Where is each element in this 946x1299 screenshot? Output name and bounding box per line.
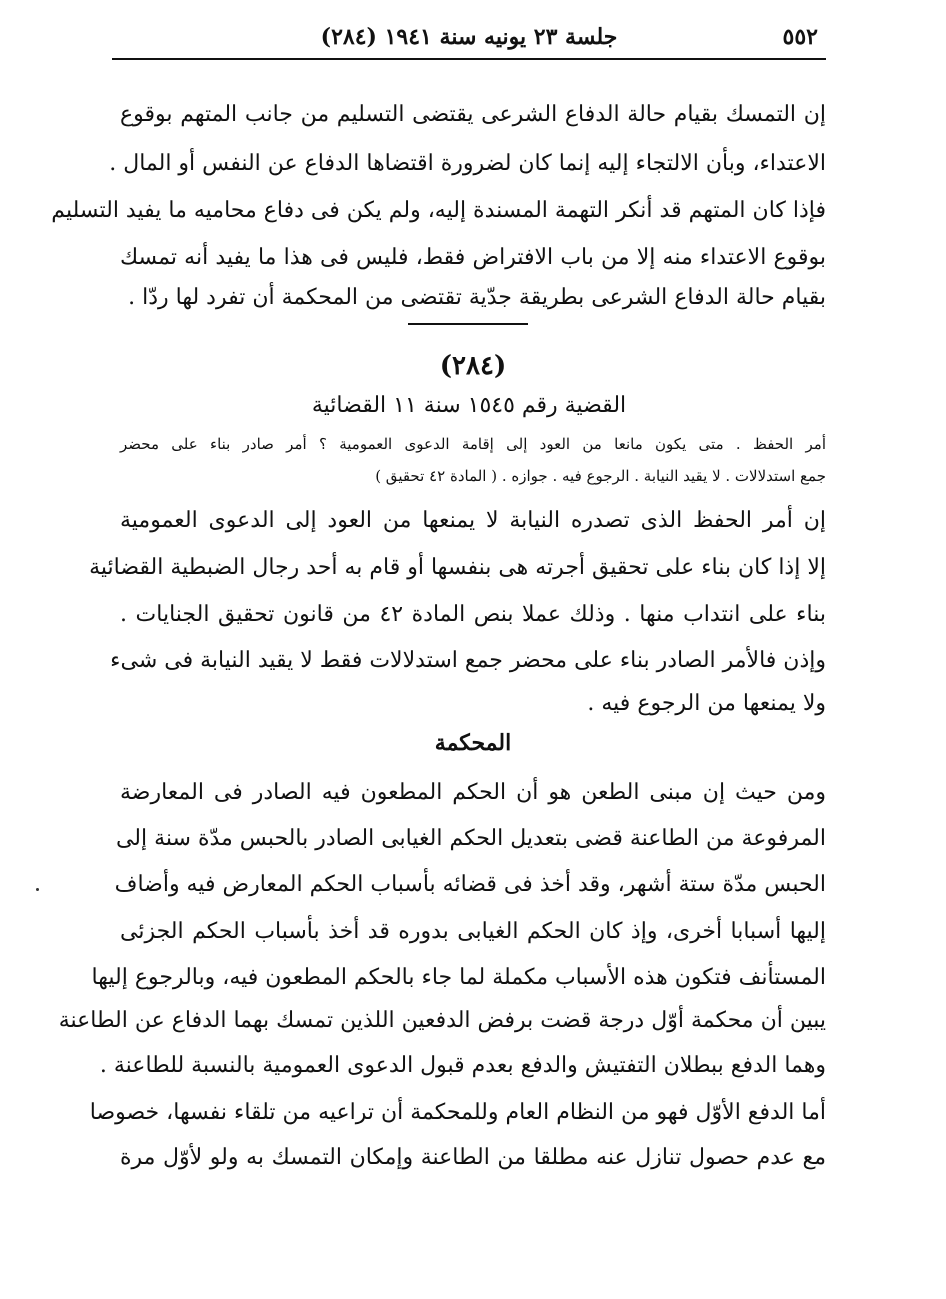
running-title: جلسة ٢٣ يونيه سنة ١٩٤١ (٢٨٤) [320, 24, 618, 50]
text-line: الحبس مدّة ستة أشهر، وقد أخذ فى قضائه بأسباب الحكم المعارض فيه وأضاف [114, 872, 826, 897]
section-separator [408, 323, 528, 325]
text-line: ومن حيث إن مبنى الطعن هو أن الحكم المطعون فيه الصادر فى المعارضة [120, 780, 826, 805]
court-heading: المحكمة [434, 730, 512, 756]
text-line: أما الدفع الأوّل فهو من النظام العام وللمحكمة أن تراعيه من تلقاء نفسها، خصوصا [89, 1100, 826, 1125]
text-line: إن التمسك بقيام حالة الدفاع الشرعى يقتضى التسليم من جانب المتهم بوقوع [120, 102, 826, 127]
text-line: وهما الدفع ببطلان التفتيش والدفع بعدم قبول الدعوى العمومية بالنسبة للطاعنة . [99, 1053, 826, 1078]
page-number: ٥٥٢ [782, 24, 818, 50]
summary-line: جمع استدلالات . لا يقيد النيابة . الرجوع فيه . جوازه . ( المادة ٤٢ تحقيق ) [375, 467, 826, 485]
case-reference: القضية رقم ١٥٤٥ سنة ١١ القضائية [311, 393, 627, 418]
text-line: المرفوعة من الطاعنة قضى بتعديل الحكم الغيابى الصادر بالحبس مدّة سنة إلى [115, 826, 826, 851]
case-number: (٢٨٤) [439, 351, 507, 381]
text-line: يبين أن محكمة أوّل درجة قضت برفض الدفعين اللذين تمسك بهما الدفاع عن الطاعنة [58, 1008, 826, 1033]
text-line: المستأنف فتكون هذه الأسباب مكملة لما جاء بالحكم المطعون فيه، وبالرجوع إليها [91, 965, 826, 990]
text-line: ولا يمنعها من الرجوع فيه . [587, 691, 826, 716]
text-line: مع عدم حصول تنازل عنه مطلقا من الطاعنة وإمكان التمسك به ولو لأوّل مرة [120, 1145, 826, 1170]
text-line: فإذا كان المتهم قد أنكر التهمة المسندة إليه، ولم يكن فى دفاع محاميه ما يفيد التسليم [51, 198, 826, 223]
text-line: إلا إذا كان بناء على تحقيق أجرته هى بنفسها أو قام به أحد رجال الضبطية القضائية [89, 555, 826, 580]
text-line: إن أمر الحفظ الذى تصدره النيابة لا يمنعها من العود إلى الدعوى العمومية [120, 508, 826, 533]
text-line: بقيام حالة الدفاع الشرعى بطريقة جدّية تقتضى من المحكمة أن تفرد لها ردّا . [128, 285, 826, 310]
page-header [112, 12, 826, 60]
summary-line: أمر الحفظ . متى يكون مانعا من العود إلى إقامة الدعوى العمومية ؟ أمر صادر بناء على محضر [120, 435, 826, 453]
text-line: بوقوع الاعتداء منه إلا من باب الافتراض فقط، فليس فى هذا ما يفيد أنه تمسك [120, 245, 826, 270]
text-line: إليها أسبابا أخرى، وإذ كان الحكم الغيابى بدوره قد أخذ بأسباب الحكم الجزئى [120, 919, 826, 944]
scan-speck [36, 888, 39, 891]
text-line: وإذن فالأمر الصادر بناء على محضر جمع استدلالات فقط لا يقيد النيابة فى شىء [110, 648, 826, 673]
text-line: الاعتداء، وبأن الالتجاء إليه إنما كان لضرورة اقتضاها الدفاع عن النفس أو المال . [109, 151, 826, 176]
text-line: بناء على انتداب منها . وذلك عملا بنص المادة ٤٢ من قانون تحقيق الجنايات . [120, 602, 826, 627]
